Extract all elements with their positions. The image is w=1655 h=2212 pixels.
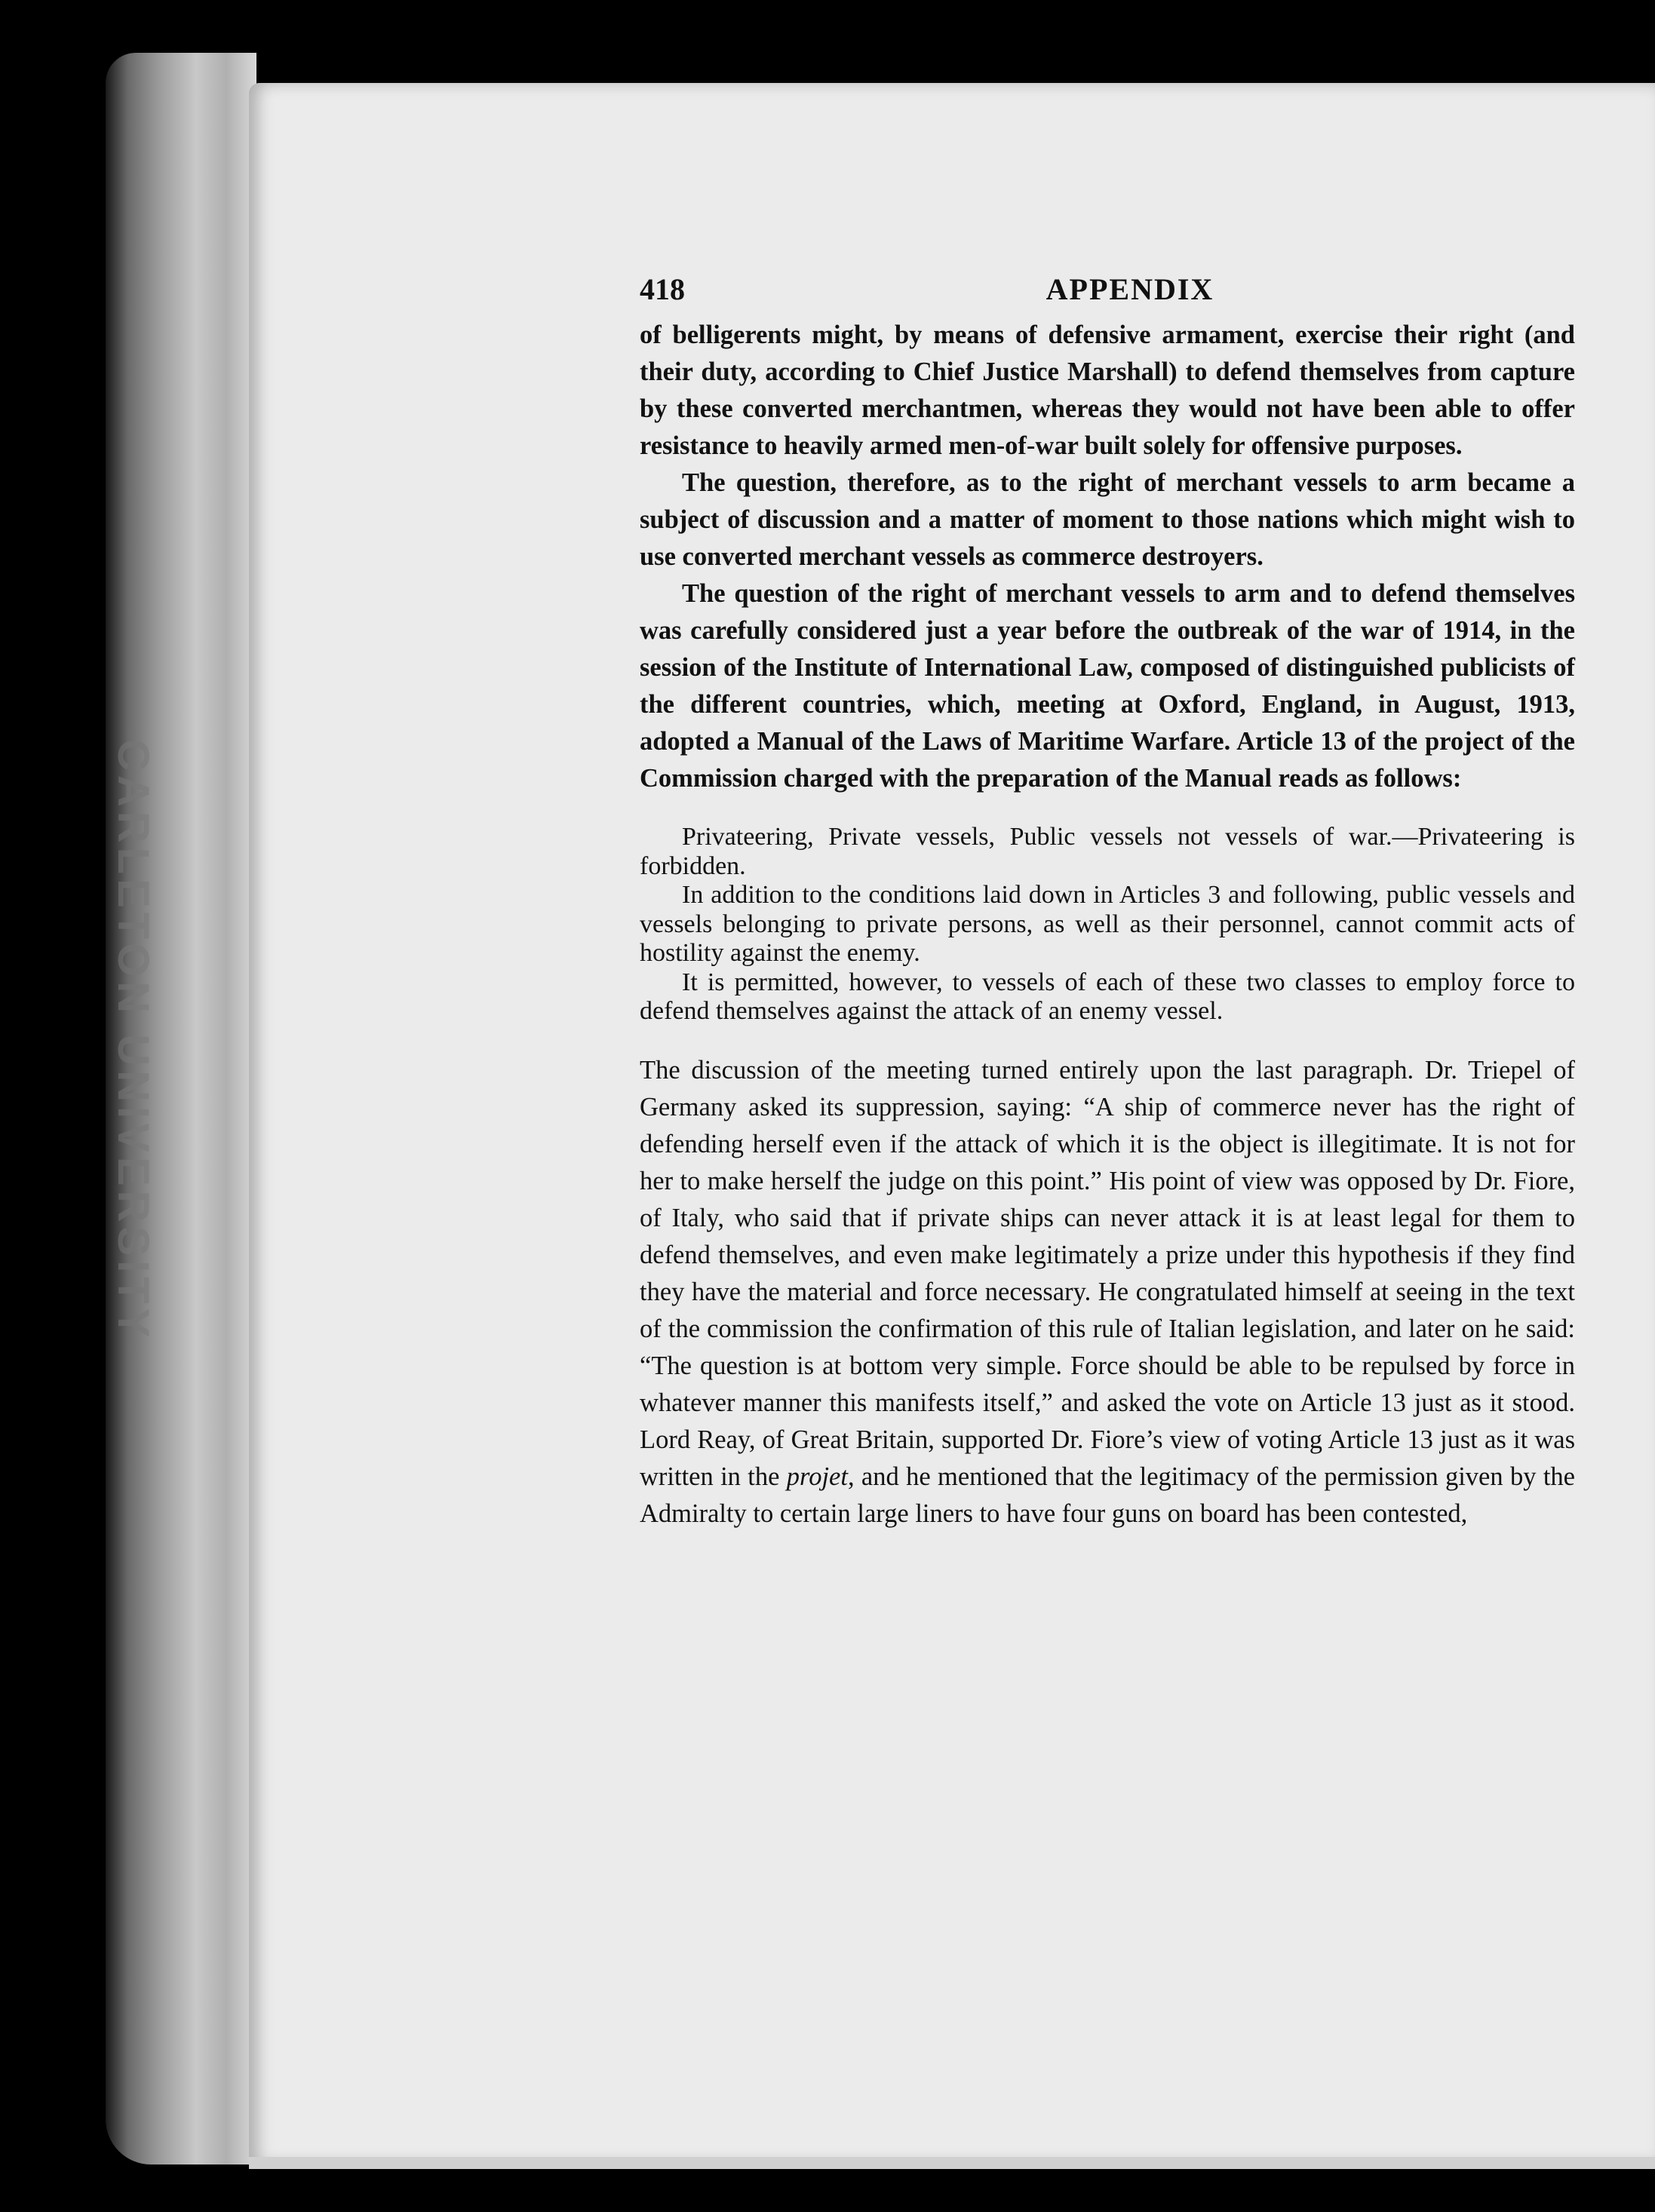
quote-paragraph: In addition to the conditions laid down in Articles 3 and following, public vessels and vessels belonging to private persons, as well as their personnel, cannot commit acts of hostility against the enemy. [640, 881, 1575, 967]
page-text [640, 272, 1575, 1532]
running-head: APPENDIX [1046, 272, 1214, 306]
page-edge [249, 2157, 1655, 2169]
paragraph: of belligerents might, by means of defensive armament, exercise their right (and their duty, according to Chief Justice Marshall) to defend themselves from capture by these converted merchantmen, whereas they would not have been able to offer resistance to heavily armed men-of-war built solely for offensive purposes. [640, 321, 1575, 460]
page-header [640, 272, 1575, 317]
block-quote [640, 823, 1575, 1026]
paragraph [640, 1052, 1575, 1532]
page-number: 418 [640, 272, 685, 306]
discussion-text: The discussion of the meeting turned entirely upon the last paragraph. Dr. Triepel of Germany asked its suppression, saying: “A ship of commerce never has the right of defending herself even if the attack of which it is the object is illegitimate. It is not for her to make herself the judge on this point.” His point of view was opposed by Dr. Fiore, of Italy, who said that if private ships can never attack it is at least legal for them to defend themselves, and even make legitimately a prize under this hypothesis if they find they have the material and force necessary. He congratulated himself at seeing in the text of the commission the confirmation of this rule of Italian legislation, and later on he said: “The question is at bottom very simple. Force should be able to be repulsed by force in whatever manner this manifests itself,” and asked the vote on Article 13 just as it stood. Lord Reay, of Great Britain, supported Dr. Fiore’s view of voting Article 13 just as it was written in the [640, 1055, 1575, 1491]
discussion-text-continued: , and he mentioned that the legitimacy of the permission given by the Admiralty to certain large liners to have four guns on board has been contested, [640, 1462, 1575, 1528]
paragraph: The question of the right of merchant vessels to arm and to defend themselves was carefully considered just a year before the outbreak of the war of 1914, in the session of the Institute of International Law, composed of distinguished publicists of the different countries, which, meeting at Oxford, England, in August, 1913, adopted a Manual of the Laws of Maritime Warfare. Article 13 of the project of the Commission charged with the preparation of the Manual reads as follows: [640, 579, 1575, 793]
italic-word: projet [786, 1462, 848, 1491]
quote-paragraph: It is permitted, however, to vessels of each of these two classes to employ force to defend themselves against the attack of an enemy vessel. [640, 968, 1575, 1025]
discussion-section [640, 1052, 1575, 1532]
paragraph: The question, therefore, as to the right of merchant vessels to arm became a subject of discussion and a matter of moment to those nations which might wish to use converted merchant vessels as commerce destroyers. [640, 468, 1575, 571]
spine-lettering: CARLETON UNIVERSITY [109, 739, 158, 1342]
quote-paragraph: Privateering, Private vessels, Public vessels not vessels of war.—Privateering is forbidden. [640, 823, 1575, 880]
